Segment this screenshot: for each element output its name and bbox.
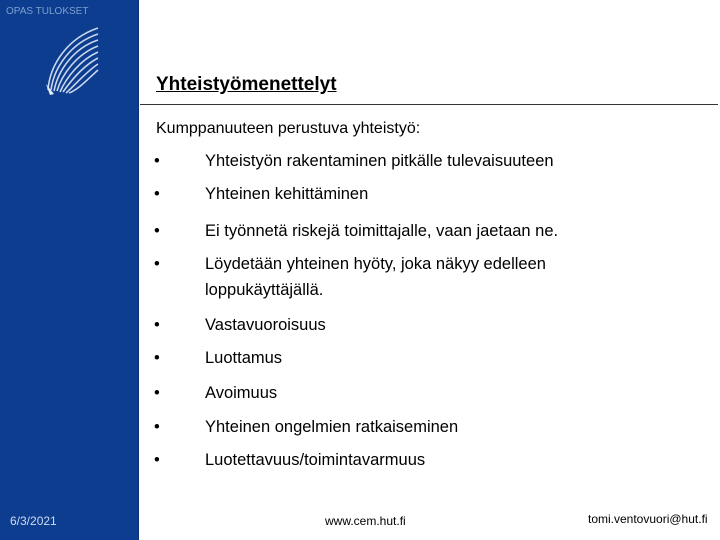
slide-subtitle: Kumppanuuteen perustuva yhteistyö: xyxy=(156,120,421,137)
bullet-symbol: • xyxy=(154,451,160,469)
bullet-symbol: • xyxy=(154,255,160,273)
bullet-text-line: Yhteistyön rakentaminen pitkälle tulevaisuuteen xyxy=(205,152,554,170)
bullet-text-line: Yhteinen ongelmien ratkaiseminen xyxy=(205,418,459,436)
slide-title: Yhteistyömenettelyt xyxy=(156,74,337,95)
bullet-symbol: • xyxy=(154,152,160,170)
bullet-symbol: • xyxy=(154,349,160,367)
bullet-symbol: • xyxy=(154,316,160,334)
bullet-text-line: loppukäyttäjällä. xyxy=(205,281,324,299)
fan-arc-logo-icon xyxy=(40,24,104,96)
bullet-text xyxy=(205,218,685,244)
bullet-text-line: Yhteinen kehittäminen xyxy=(205,185,369,203)
bullet-text-line: Ei työnnetä riskejä toimittajalle, vaan jaetaan ne. xyxy=(205,222,559,240)
bullet-text-line: Luotettavuus/toimintavarmuus xyxy=(205,451,426,469)
bullet-text xyxy=(205,312,685,338)
bullet-text-line: Luottamus xyxy=(205,349,283,367)
title-divider xyxy=(140,104,718,105)
bullet-symbol: • xyxy=(154,185,160,203)
footer-email: tomi.ventovuori@hut.fi xyxy=(588,512,708,526)
bullet-text xyxy=(205,345,685,371)
bullet-text-line: Vastavuoroisuus xyxy=(205,316,326,334)
bullet-symbol: • xyxy=(154,384,160,402)
bullet-text xyxy=(205,251,685,303)
slide-date: 6/3/2021 xyxy=(10,514,57,528)
bullet-text xyxy=(205,447,685,473)
bullet-symbol: • xyxy=(154,222,160,240)
brand-label: OPAS TULOKSET xyxy=(6,6,89,17)
bullet-text xyxy=(205,148,685,174)
bullet-text-line: Löydetään yhteinen hyöty, joka näkyy edelleen xyxy=(205,255,546,273)
sidebar xyxy=(0,0,139,540)
bullet-text-line: Avoimuus xyxy=(205,384,278,402)
bullet-text xyxy=(205,380,685,406)
bullet-symbol: • xyxy=(154,418,160,436)
bullet-text xyxy=(205,414,685,440)
bullet-text xyxy=(205,181,685,207)
footer-url: www.cem.hut.fi xyxy=(325,514,406,528)
